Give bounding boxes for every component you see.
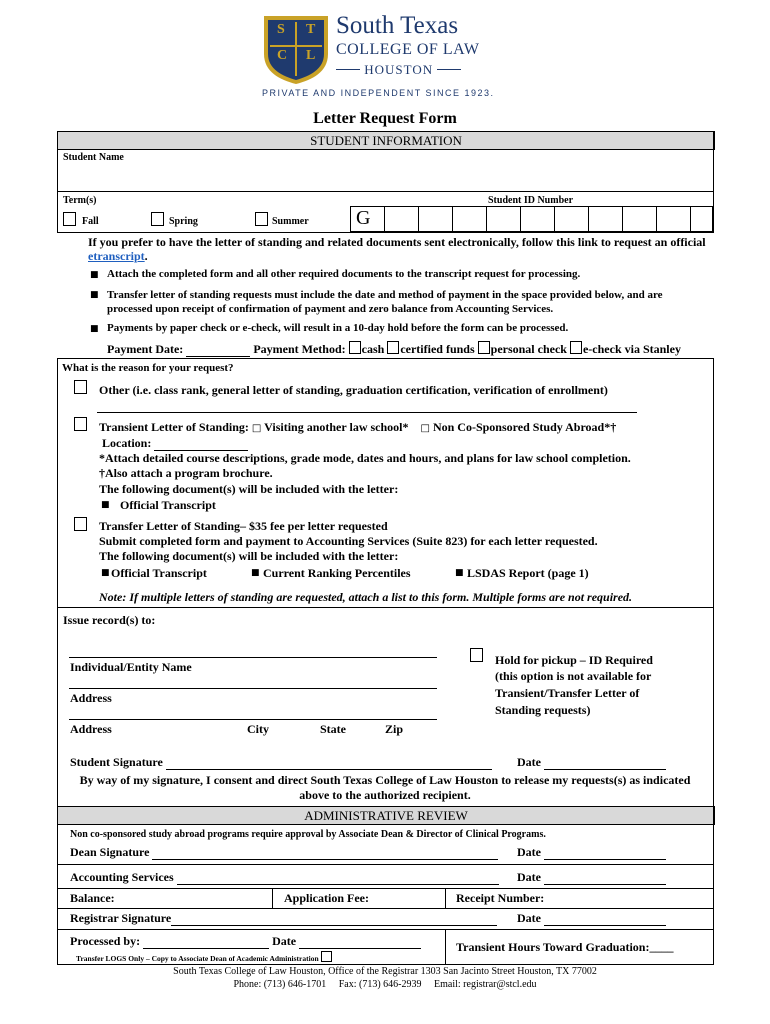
footer-fax: Fax: (713) 646-2939 bbox=[338, 979, 422, 990]
footer-phone: Phone: (713) 646-1701 bbox=[233, 979, 327, 990]
payment-row bbox=[107, 341, 681, 357]
bullet-marker: ■ bbox=[90, 290, 99, 300]
consent-line1: By way of my signature, I consent and direct South Texas College of Law Houston to release my requests(s) as indicated bbox=[79, 773, 691, 787]
student-name-label: Student Name bbox=[63, 152, 124, 163]
logo-letter-l: L bbox=[306, 48, 316, 63]
student-info-header: STUDENT INFORMATION bbox=[57, 131, 715, 150]
transfer-logs-checkbox[interactable] bbox=[321, 951, 332, 962]
official-transcript-item: Official Transcript bbox=[120, 498, 216, 512]
term-summer-label: Summer bbox=[272, 216, 309, 227]
other-reason-label: Other (i.e. class rank, general letter of standing, graduation certification, verification of enrollment) bbox=[99, 383, 608, 397]
certified-funds-label: certified funds bbox=[400, 342, 475, 356]
visiting-checkbox[interactable]: □ bbox=[251, 423, 262, 434]
approval-note: Non co-sponsored study abroad programs require approval by Associate Dean & Director of Clinical Programs. bbox=[70, 829, 546, 840]
city-label: City bbox=[247, 722, 269, 736]
school-logo bbox=[262, 14, 330, 86]
dean-date-field[interactable] bbox=[544, 847, 666, 860]
accounting-row bbox=[70, 870, 499, 885]
transfer-title: Transfer Letter of Standing– $35 fee per letter requested bbox=[99, 519, 388, 533]
registrar-date-row bbox=[517, 911, 666, 926]
address1-label: Address bbox=[70, 691, 112, 705]
attach-brochure-note: †Also attach a program brochure. bbox=[99, 466, 273, 480]
reason-question: What is the reason for your request? bbox=[62, 362, 234, 374]
transient-row bbox=[99, 420, 616, 435]
location-row bbox=[102, 436, 248, 451]
student-id-grid[interactable] bbox=[350, 206, 713, 232]
registrar-date-label: Date bbox=[517, 911, 541, 925]
accounting-label: Accounting Services bbox=[70, 870, 174, 884]
term-fall-checkbox[interactable] bbox=[63, 212, 76, 226]
address1-field[interactable] bbox=[69, 688, 437, 689]
logo-letter-s: S bbox=[277, 22, 285, 37]
cash-label: cash bbox=[361, 342, 385, 356]
bullet-marker: ■ bbox=[90, 270, 99, 280]
payment-date-field[interactable] bbox=[186, 344, 250, 357]
footer-address: South Texas College of Law Houston, Office of the Registrar 1303 San Jacinto Street Houston, TX 77002 bbox=[173, 966, 597, 977]
dean-date-label: Date bbox=[517, 845, 541, 859]
transfer-submit-note: Submit completed form and payment to Accounting Services (Suite 823) for each letter requested. bbox=[99, 534, 598, 548]
study-abroad-label: Non Co-Sponsored Study Abroad*† bbox=[432, 420, 617, 434]
etranscript-link[interactable]: etranscript bbox=[88, 249, 145, 263]
receipt-number-label: Receipt Number: bbox=[456, 891, 545, 905]
student-name-field[interactable] bbox=[58, 164, 712, 190]
registrar-date-field[interactable] bbox=[544, 913, 666, 926]
logo-letter-t: T bbox=[306, 22, 316, 37]
processed-date-label: Date bbox=[272, 934, 297, 948]
logo-letter-c: C bbox=[277, 48, 288, 63]
student-date-field[interactable] bbox=[544, 757, 666, 770]
accounting-date-label: Date bbox=[517, 870, 541, 884]
balance-label: Balance: bbox=[70, 891, 115, 905]
hold-pickup-line4: Standing requests) bbox=[495, 703, 591, 717]
location-field[interactable] bbox=[154, 438, 248, 451]
transfer-logs-text: Transfer LOGS Only – Copy to Associate Dean of Academic Administration bbox=[76, 954, 319, 963]
bullet-marker: ■ bbox=[455, 568, 464, 578]
student-signature-row bbox=[70, 755, 492, 770]
form-title: Letter Request Form bbox=[313, 110, 457, 127]
transfer-payment-bullet: Transfer letter of standing requests must include the date and method of payment in the space provided below, and are processed upon receipt of confirmation of payment and zero balance from Accounting Services. bbox=[107, 289, 663, 315]
transient-checkbox[interactable] bbox=[74, 417, 87, 431]
term-spring-label: Spring bbox=[169, 216, 198, 227]
term-fall-label: Fall bbox=[82, 216, 99, 227]
ranking-percentiles-item: Current Ranking Percentiles bbox=[263, 566, 411, 580]
term-spring-checkbox[interactable] bbox=[151, 212, 164, 226]
student-date-label: Date bbox=[517, 755, 541, 769]
registrar-signature-row bbox=[70, 911, 497, 926]
official-transcript-item-2: Official Transcript bbox=[111, 566, 207, 580]
other-reason-checkbox[interactable] bbox=[74, 380, 87, 394]
school-name-line3 bbox=[336, 62, 461, 78]
hold-pickup-line1: Hold for pickup – ID Required bbox=[495, 653, 653, 667]
issue-records-label: Issue record(s) to: bbox=[63, 613, 156, 627]
study-abroad-checkbox[interactable]: □ bbox=[420, 423, 430, 434]
etranscript-intro-text: If you prefer to have the letter of standing and related documents sent electronically, follow this link to request an official bbox=[88, 235, 706, 249]
certified-funds-checkbox[interactable] bbox=[387, 341, 399, 354]
transient-title: Transient Letter of Standing: bbox=[99, 420, 249, 434]
hold-pickup-checkbox[interactable] bbox=[470, 648, 483, 662]
bullet-marker: ■ bbox=[101, 568, 110, 578]
payment-method-label: Payment Method: bbox=[253, 342, 346, 356]
included-docs-label-2: The following document(s) will be included with the letter: bbox=[99, 549, 399, 563]
processed-by-label: Processed by: bbox=[70, 934, 141, 948]
registrar-signature-label: Registrar Signature bbox=[70, 911, 172, 925]
processed-by-field[interactable] bbox=[143, 936, 269, 949]
processed-by-row bbox=[70, 934, 421, 949]
application-fee-label: Application Fee: bbox=[284, 891, 369, 905]
student-id-label: Student ID Number bbox=[488, 195, 574, 206]
footer-contact bbox=[0, 979, 770, 990]
entity-name-field[interactable] bbox=[69, 657, 437, 658]
accounting-date-field[interactable] bbox=[544, 872, 666, 885]
terms-label: Term(s) bbox=[63, 195, 97, 206]
transfer-logs-note bbox=[76, 951, 333, 963]
student-date-row bbox=[517, 755, 666, 770]
cash-checkbox[interactable] bbox=[349, 341, 361, 354]
dean-signature-field[interactable] bbox=[152, 847, 498, 860]
check-hold-bullet: Payments by paper check or e-check, will result in a 10-day hold before the form can be processed. bbox=[107, 322, 569, 334]
transfer-checkbox[interactable] bbox=[74, 517, 87, 531]
echeck-checkbox[interactable] bbox=[570, 341, 582, 354]
location-label: Location: bbox=[102, 436, 152, 450]
included-docs-label: The following document(s) will be included with the letter: bbox=[99, 482, 399, 496]
attach-form-bullet: Attach the completed form and all other required documents to the transcript request for processing. bbox=[107, 268, 581, 280]
accounting-date-row bbox=[517, 870, 666, 885]
accounting-field[interactable] bbox=[177, 872, 499, 885]
school-name-line2: COLLEGE OF LAW bbox=[336, 41, 480, 58]
entity-name-label: Individual/Entity Name bbox=[70, 660, 192, 674]
consent-line2: above to the authorized recipient. bbox=[299, 788, 471, 802]
address2-label: Address bbox=[70, 722, 112, 736]
school-name-line1: South Texas bbox=[336, 12, 459, 39]
attach-courses-note: *Attach detailed course descriptions, grade mode, dates and hours, and plans for law school completion. bbox=[99, 451, 631, 465]
term-summer-checkbox[interactable] bbox=[255, 212, 268, 226]
other-reason-line[interactable] bbox=[97, 412, 637, 413]
transient-hours-label: Transient Hours Toward Graduation:____ bbox=[456, 940, 674, 954]
admin-review-header: ADMINISTRATIVE REVIEW bbox=[57, 806, 715, 825]
zip-label: Zip bbox=[385, 722, 404, 736]
registrar-signature-field[interactable] bbox=[171, 913, 497, 926]
visiting-label: Visiting another law school* bbox=[264, 420, 409, 434]
address2-field[interactable] bbox=[69, 719, 437, 720]
school-city: HOUSTON bbox=[364, 62, 434, 77]
hold-pickup-line2: (this option is not available for bbox=[495, 669, 652, 683]
bullet-marker: ■ bbox=[101, 500, 110, 510]
bullet-marker: ■ bbox=[90, 324, 99, 334]
bullet-marker: ■ bbox=[251, 568, 260, 578]
school-tagline: PRIVATE AND INDEPENDENT SINCE 1923. bbox=[262, 88, 495, 98]
hold-pickup-line3: Transient/Transfer Letter of bbox=[495, 686, 640, 700]
footer-email[interactable]: Email: registrar@stcl.edu bbox=[434, 979, 537, 990]
processed-date-field[interactable] bbox=[299, 936, 421, 949]
student-signature-label: Student Signature bbox=[70, 755, 163, 769]
personal-check-checkbox[interactable] bbox=[478, 341, 490, 354]
payment-date-label: Payment Date: bbox=[107, 342, 184, 356]
echeck-label: e-check via Stanley bbox=[582, 342, 681, 356]
student-id-prefix: G bbox=[356, 207, 371, 229]
lsdas-report-item: LSDAS Report (page 1) bbox=[467, 566, 589, 580]
dean-signature-label: Dean Signature bbox=[70, 845, 150, 859]
state-label: State bbox=[320, 722, 346, 736]
multiple-letters-note: Note: If multiple letters of standing are requested, attach a list to this form. Multiple forms are not required. bbox=[99, 590, 633, 604]
etranscript-intro: If you prefer to have the letter of standing and related documents sent electronically, follow this link to request an official etranscript. bbox=[88, 235, 706, 263]
student-signature-field[interactable] bbox=[166, 757, 492, 770]
personal-check-label: personal check bbox=[490, 342, 567, 356]
dean-date-row bbox=[517, 845, 666, 860]
dean-signature-row bbox=[70, 845, 498, 860]
